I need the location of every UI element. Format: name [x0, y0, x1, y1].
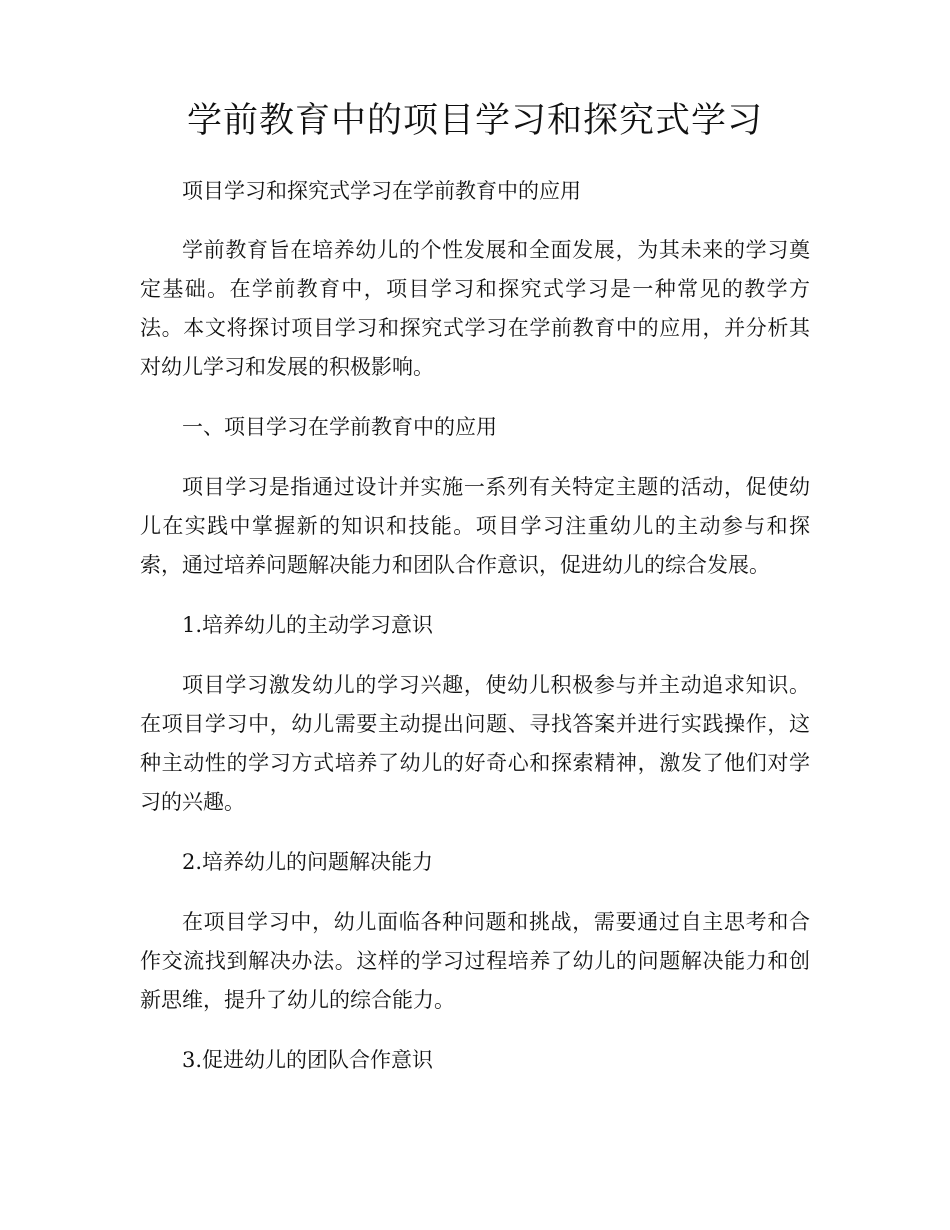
section-heading-1: 一、项目学习在学前教育中的应用 — [182, 415, 497, 439]
subsection-heading-2: 2.培养幼儿的问题解决能力 — [182, 850, 434, 874]
subsection-heading-1: 1.培养幼儿的主动学习意识 — [182, 613, 434, 637]
document-body — [140, 172, 810, 1101]
subtitle-paragraph: 项目学习和探究式学习在学前教育中的应用 — [182, 179, 581, 203]
subsection-1-paragraph: 项目学习激发幼儿的学习兴趣，使幼儿积极参与并主动追求知识。在项目学习中，幼儿需要主动提出问题、寻找答案并进行实践操作，这种主动性的学习方式培养了幼儿的好奇心和探索精神，激发了他们对学习的兴趣。 — [140, 673, 810, 814]
section-1-paragraph: 项目学习是指通过设计并实施一系列有关特定主题的活动，促使幼儿在实践中掌握新的知识和技能。项目学习注重幼儿的主动参与和探索，通过培养问题解决能力和团队合作意识，促进幼儿的综合发展。 — [140, 475, 810, 577]
subsection-2-paragraph: 在项目学习中，幼儿面临各种问题和挑战，需要通过自主思考和合作交流找到解决办法。这样的学习过程培养了幼儿的问题解决能力和创新思维，提升了幼儿的综合能力。 — [140, 910, 810, 1012]
document-title: 学前教育中的项目学习和探究式学习 — [186, 101, 763, 141]
intro-paragraph: 学前教育旨在培养幼儿的个性发展和全面发展，为其未来的学习奠定基础。在学前教育中，项目学习和探究式学习是一种常见的教学方法。本文将探讨项目学习和探究式学习在学前教育中的应用，并分析其对幼儿学习和发展的积极影响。 — [140, 238, 810, 379]
subsection-heading-3: 3.促进幼儿的团队合作意识 — [182, 1048, 434, 1072]
